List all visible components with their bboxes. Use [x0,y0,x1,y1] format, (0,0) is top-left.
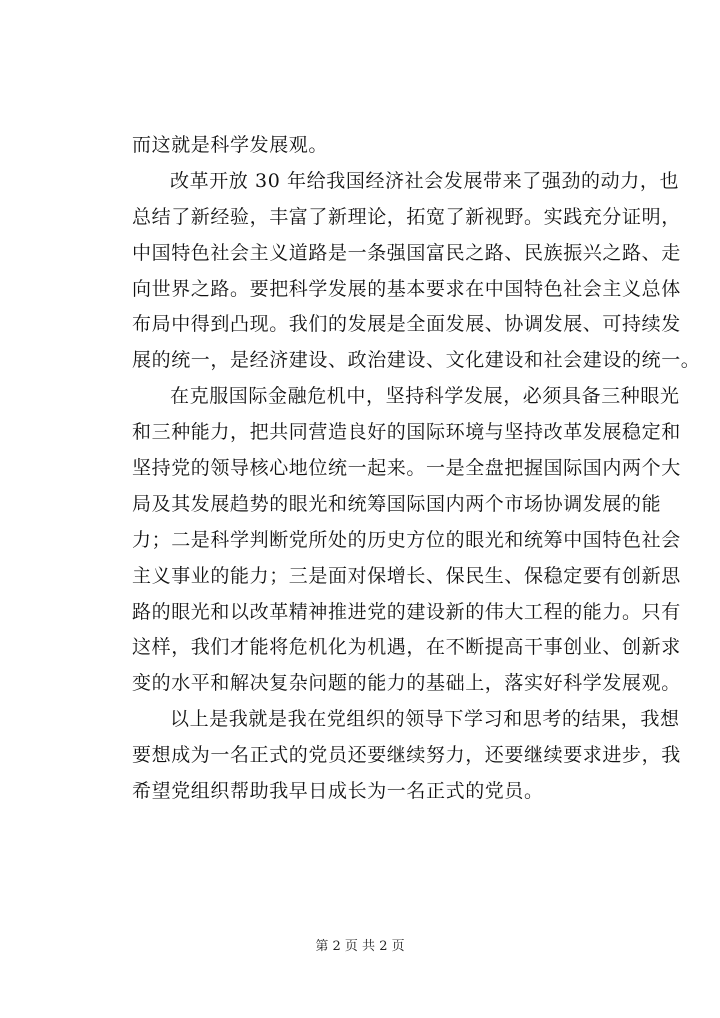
text-line: 希望党组织帮助我早日成长为一名正式的党员。 [132,780,544,803]
text-line: 路的眼光和以改革精神推进党的建设新的伟大工程的能力。只有 [132,600,681,623]
text-line: 坚持党的领导核心地位统一起来。一是全盘把握国际国内两个大 [132,457,681,480]
document-body [132,128,701,810]
text-line: 要想成为一名正式的党员还要继续努力，还要继续要求进步，我 [132,744,681,767]
text-line: 总结了新经验，丰富了新理论，拓宽了新视野。实践充分证明， [132,205,681,228]
text-line: 改革开放 30 年给我国经济社会发展带来了强劲的动力，也 [170,169,680,192]
text-line: 主义事业的能力；三是面对保增长、保民生、保稳定要有创新思 [132,564,681,587]
text-line: 和三种能力，把共同营造良好的国际环境与坚持改革发展稳定和 [132,421,681,444]
text-line: 这样，我们才能将危机化为机遇，在不断提高干事创业、创新求 [132,636,681,659]
text-line: 变的水平和解决复杂问题的能力的基础上，落实好科学发展观。 [132,672,681,695]
text-line: 局及其发展趋势的眼光和统筹国际国内两个市场协调发展的能 [132,492,662,515]
text-line: 而这就是科学发展观。 [132,134,329,156]
text-line: 以上是我就是我在党组织的领导下学习和思考的结果，我想 [170,708,680,731]
text-line: 在克服国际金融危机中，坚持科学发展，必须具备三种眼光 [170,385,680,408]
text-line: 布局中得到凸现。我们的发展是全面发展、协调发展、可持续发 [132,313,681,336]
text-line: 中国特色社会主义道路是一条强国富民之路、民族振兴之路、走 [132,241,681,264]
text-line: 向世界之路。要把科学发展的基本要求在中国特色社会主义总体 [132,277,681,300]
page-number-footer: 第 2 页 共 2 页 [315,939,405,954]
text-line: 力；二是科学判断党所处的历史方位的眼光和统筹中国特色社会 [132,528,681,551]
text-line: 展的统一，是经济建设、政治建设、文化建设和社会建设的统一。 [132,349,701,372]
